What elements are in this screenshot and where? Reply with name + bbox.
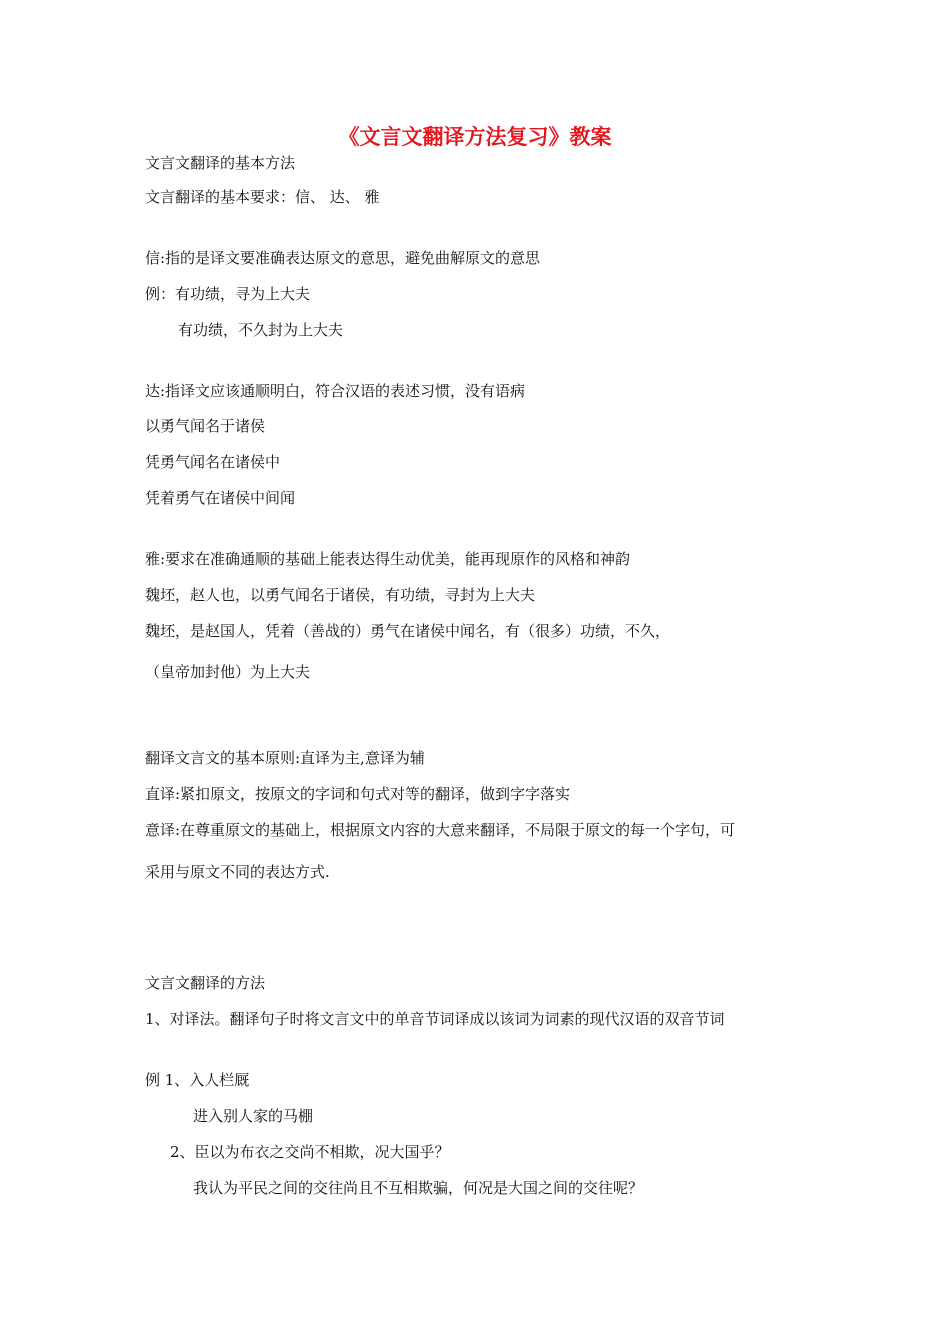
paragraph-line: 以勇气闻名于诸侯 <box>145 417 266 435</box>
paragraph-line: 直译:紧扣原文，按原文的字词和句式对等的翻译，做到字字落实 <box>145 785 571 803</box>
example-line: 2、臣以为布衣之交尚不相欺，况大国乎？ <box>170 1143 450 1161</box>
paragraph-line: 翻译文言文的基本原则:直译为主,意译为辅 <box>145 749 425 767</box>
paragraph-line: 魏坯，是赵国人，凭着（善战的）勇气在诸侯中闻名，有（很多）功绩，不久， <box>145 622 671 640</box>
example-line: 进入别人家的马棚 <box>193 1107 314 1125</box>
paragraph-line: 采用与原文不同的表达方式. <box>145 863 330 881</box>
section-heading-basic-methods: 文言文翻译的基本方法 <box>145 154 296 172</box>
paragraph-line: 达:指译文应该通顺明白，符合汉语的表述习惯，没有语病 <box>145 382 526 400</box>
paragraph-line: 例：有功绩，寻为上大夫 <box>145 285 311 303</box>
paragraph-line: 文言翻译的基本要求：信、 达、 雅 <box>145 188 380 206</box>
paragraph-line: 魏坯，赵人也，以勇气闻名于诸侯，有功绩，寻封为上大夫 <box>145 586 536 604</box>
paragraph-line: 凭着勇气在诸侯中间闻 <box>145 489 296 507</box>
paragraph-line: 有功绩，不久封为上大夫 <box>178 321 344 339</box>
paragraph-line: 信:指的是译文要准确表达原文的意思，避免曲解原文的意思 <box>145 249 541 267</box>
paragraph-line: 1、对译法。翻译句子时将文言文中的单音节词译成以该词为词素的现代汉语的双音节词 <box>145 1010 725 1028</box>
paragraph-line: 雅:要求在准确通顺的基础上能表达得生动优美，能再现原作的风格和神韵 <box>145 550 631 568</box>
section-heading-methods: 文言文翻译的方法 <box>145 974 266 992</box>
document-title: 《文言文翻译方法复习》教案 <box>338 125 612 149</box>
paragraph-line: 意译:在尊重原文的基础上，根据原文内容的大意来翻译，不局限于原文的每一个字句，可 <box>145 821 736 839</box>
example-line: 我认为平民之间的交往尚且不互相欺骗，何况是大国之间的交往呢？ <box>193 1179 644 1197</box>
paragraph-line: （皇帝加封他）为上大夫 <box>145 663 311 681</box>
paragraph-line: 凭勇气闻名在诸侯中 <box>145 453 281 471</box>
example-line: 例 1、入人栏厩 <box>145 1071 250 1089</box>
